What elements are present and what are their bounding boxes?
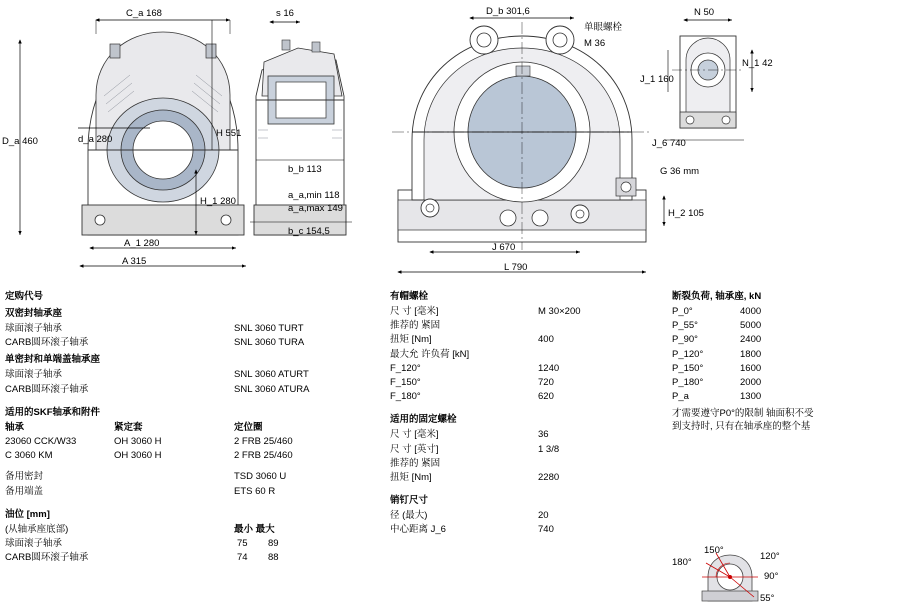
col2-group2-head: 最大允 许负荷 [kN]: [390, 348, 470, 360]
col1-title: 定购代号: [5, 291, 44, 302]
row-designation: [5, 383, 345, 397]
row-label: 径 (最大): [390, 510, 428, 522]
dim-bc: b_c 154,5: [288, 226, 330, 237]
dim-J6: J_6 740: [652, 138, 686, 149]
dim-H: H 551: [216, 128, 242, 139]
row-label: 扭矩 [Nm]: [390, 334, 432, 346]
row-label: P_120°: [672, 348, 704, 360]
cell-bearing: 23060 CCK/W33: [5, 435, 77, 447]
row-label: 球面滚子轴承: [5, 537, 63, 549]
dim-Ca: C_a 168: [126, 8, 162, 19]
dim-H1: H_1 280: [200, 196, 236, 207]
dim-G: G 36 mm: [660, 166, 700, 177]
row-label: 尺 寸 [毫米]: [390, 429, 439, 441]
row-value: 2280: [538, 471, 560, 483]
dim-N: N 50: [694, 7, 715, 18]
table-row: [672, 333, 897, 347]
table-row: [390, 428, 655, 442]
row-value: 400: [538, 334, 554, 346]
table-row: [390, 376, 655, 390]
table-row: [390, 523, 655, 537]
col1-group5-head: 油位 [mm]: [5, 508, 50, 520]
dim-N1: N_1 42: [742, 58, 773, 69]
row-value: 1300: [740, 391, 762, 403]
row-value: 1 3/8: [538, 443, 560, 455]
angle-diagram: [672, 543, 882, 603]
oil-level-colhead: 最小 最大: [234, 523, 275, 535]
table-row: [390, 443, 655, 457]
row-label: CARB圆环滚子轴承: [5, 337, 89, 349]
dim-H2: H_2 105: [668, 208, 704, 219]
dim-bb: b_b 113: [288, 164, 322, 175]
row-label: P_90°: [672, 334, 698, 346]
row-label: CARB圆环滚子轴承: [5, 383, 89, 395]
row-value: 1240: [538, 362, 560, 374]
row-label: 中心距离 J_6: [390, 524, 446, 536]
col1-group2-head: 单密封和单端盖轴承座: [5, 354, 101, 366]
row-label: P_a: [672, 391, 689, 403]
cell-ring: 2 FRB 25/460: [234, 450, 293, 462]
row-label: F_180°: [390, 391, 421, 403]
dim-J1: J_1 160: [640, 74, 674, 85]
row-designation: [5, 322, 345, 336]
row-designation: [5, 336, 345, 350]
drawing-svg: [0, 0, 900, 285]
row-label: 尺 寸 [毫米]: [390, 306, 439, 317]
row-label: 推荐的 紧固: [390, 320, 441, 332]
angle-diagram-svg: [672, 543, 882, 605]
row-value: 620: [538, 391, 554, 403]
row-value: M 30×200: [538, 306, 581, 317]
row-value: SNL 3060 TURA: [234, 337, 305, 349]
angle-label-120: 120°: [760, 551, 780, 562]
row-value: 4000: [740, 306, 762, 317]
cell-max: 88: [268, 552, 279, 564]
col2-group4-head: 销钉尺寸: [390, 495, 429, 507]
dim-Db: D_b 301,6: [486, 6, 530, 17]
angle-label-55: 55°: [760, 593, 775, 604]
dim-da: d_a 280: [78, 134, 113, 145]
table-row: [5, 537, 345, 551]
row-label: 尺 寸 [英寸]: [390, 443, 439, 455]
table-row: [390, 362, 655, 376]
table-row: [672, 390, 897, 404]
view-right-small: [640, 7, 773, 226]
view-front-section: [2, 8, 246, 267]
dim-aa-max: a_a,max 149: [288, 203, 343, 214]
row-label: P_150°: [672, 362, 704, 374]
column-loads: [672, 288, 897, 434]
angle-label-150: 150°: [704, 545, 724, 556]
dim-A1: A_1 280: [124, 238, 160, 249]
row-label: 推荐的 紧固: [390, 457, 441, 469]
table-header-row: [5, 421, 345, 435]
dim-Da: D_a 460: [2, 136, 38, 147]
view-large-front: [392, 6, 650, 273]
dim-L: L 790: [504, 262, 528, 273]
row-label: 备用密封: [5, 471, 44, 483]
table-row: [5, 551, 345, 565]
table-row: [5, 435, 345, 449]
load-note: 才需要遵守P0°的限制 轴面积不受到支持时, 只有在轴承座的整个基: [672, 408, 814, 432]
table-row: [390, 471, 655, 485]
col1-group3-head: 适用的SKF轴承和附件: [5, 406, 101, 418]
table-row: [672, 348, 897, 362]
row-label: 球面滚子轴承: [5, 369, 63, 381]
technical-drawings: [0, 0, 900, 285]
cell-max: 89: [268, 537, 279, 549]
cell-sleeve: OH 3060 H: [114, 435, 162, 447]
row-value: 5000: [740, 320, 762, 332]
col-head-sleeve: 紧定套: [114, 421, 143, 433]
row-label: CARB圆环滚子轴承: [5, 552, 89, 564]
row-label: 备用端盖: [5, 485, 44, 497]
column-designations: [5, 288, 345, 565]
row-label: F_150°: [390, 376, 421, 388]
col3-group1-head: 断裂负荷, 轴承座, kN: [672, 291, 762, 302]
angle-label-90: 90°: [764, 571, 779, 582]
row-value: 2400: [740, 334, 762, 346]
row-value: 2000: [740, 376, 762, 388]
row-value: TSD 3060 U: [234, 471, 287, 483]
table-row: [390, 333, 655, 347]
dim-s: s 16: [276, 8, 294, 19]
oil-level-note: [5, 523, 345, 537]
row-label: P_0°: [672, 306, 693, 317]
spec-tables: [0, 288, 900, 604]
row-label: P_55°: [672, 320, 698, 332]
dim-M36: M 36: [584, 38, 606, 49]
table-row: [390, 509, 655, 523]
row-value: 720: [538, 376, 554, 388]
col2-group1-head: 有帽螺栓: [390, 291, 429, 302]
table-row: [672, 362, 897, 376]
row-value: 740: [538, 524, 554, 536]
col-head-bearing: 轴承: [5, 421, 25, 433]
row-value: 1800: [740, 348, 762, 360]
dim-J: J 670: [492, 242, 516, 253]
label-single-eye-bolt: 单眼螺栓: [584, 22, 623, 33]
row-value: 20: [538, 510, 549, 522]
col2-group3-head: 适用的固定螺栓: [390, 414, 457, 426]
table-row: [672, 319, 897, 333]
cell-min: 75: [237, 537, 248, 549]
table-row: [672, 305, 897, 319]
dim-A: A 315: [122, 256, 147, 267]
row-label: 球面滚子轴承: [5, 323, 63, 334]
table-row: [5, 470, 345, 484]
row-value: ETS 60 R: [234, 485, 276, 497]
row-designation: [5, 368, 345, 382]
col-head-ring: 定位圈: [234, 421, 263, 433]
cell-bearing: C 3060 KM: [5, 450, 53, 462]
row-label: 扭矩 [Nm]: [390, 471, 432, 483]
table-row: [390, 390, 655, 404]
table-row: [390, 305, 655, 319]
cell-sleeve: OH 3060 H: [114, 450, 162, 462]
row-value: 1600: [740, 362, 762, 374]
table-row: [390, 319, 655, 333]
col1-group1-head: 双密封轴承座: [5, 308, 63, 319]
table-row: [5, 485, 345, 499]
cell-ring: 2 FRB 25/460: [234, 435, 293, 447]
col2-group2-head-row: [390, 348, 655, 362]
view-side-section: [250, 8, 352, 237]
column-bolts: [390, 288, 655, 537]
row-value: SNL 3060 ATURA: [234, 383, 310, 395]
row-label: F_120°: [390, 362, 421, 374]
row-value: 36: [538, 429, 549, 441]
cell-min: 74: [237, 552, 248, 564]
table-row: [5, 449, 345, 463]
row-label: P_180°: [672, 376, 704, 388]
table-row: [390, 457, 655, 471]
angle-label-180: 180°: [672, 557, 692, 568]
row-value: SNL 3060 ATURT: [234, 369, 309, 381]
row-value: SNL 3060 TURT: [234, 323, 304, 334]
dim-aa-min: a_a,min 118: [288, 190, 340, 201]
oil-level-subnote: (从轴承座底部): [5, 523, 69, 535]
table-row: [672, 376, 897, 390]
